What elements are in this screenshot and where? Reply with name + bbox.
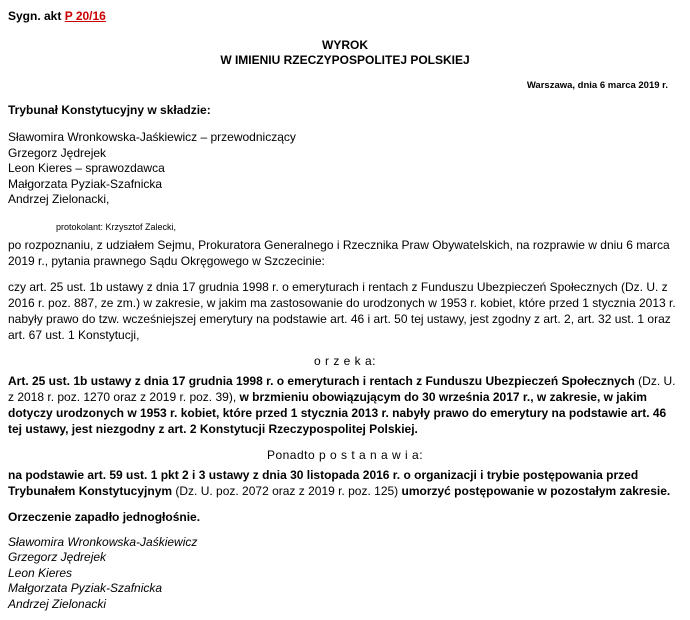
protokolant: protokolant: Krzysztof Zalecki, <box>56 221 177 232</box>
judge-item: Leon Kieres – sprawozdawca <box>8 161 165 175</box>
legal-question: czy art. 25 ust. 1b ustawy z dnia 17 grudnia 1998 r. o emeryturach i rentach z Funduszu Ubezpieczeń Społecznych (Dz. U. z 2016 r. poz. 887, ze zm.) w zakresie, w jakim ma zastosowanie do urodzonych w 1953 r. kobiet, które przed 1 stycznia 2013 r. nabyły prawo do tzw. wcześniejszej emerytury na podstawie art. 46 i art. 50 tej ustawy, jest zgodny z art. 2, art. 32 ust. 1 oraz art. 67 ust. 1 Konstytucji, <box>8 279 676 342</box>
postanawia-prefix: Ponadto <box>266 447 319 462</box>
decision-part-c: umorzyć postępowanie w pozostałym zakresie. <box>401 483 671 498</box>
postanawia-heading <box>8 447 682 463</box>
judge-item: Sławomira Wronkowska-Jaśkiewicz – przewodniczący <box>8 130 296 144</box>
ruling-part-b: (Dz. U. z 2018 r. poz. 1270 oraz z 2019 r. poz. 39), <box>8 373 676 404</box>
case-signature-link[interactable]: P 20/16 <box>64 9 106 23</box>
signer-item: Małgorzata Pyziak-Szafnicka <box>8 581 163 595</box>
document-title <box>8 38 682 68</box>
judge-item: Grzegorz Jędrejek <box>8 145 107 160</box>
decision-part-b: (Dz. U. poz. 2072 oraz z 2019 r. poz. 125) <box>172 483 402 498</box>
case-signature <box>8 8 682 26</box>
postanawia-word: p o s t a n a w i a: <box>318 447 424 462</box>
signer-item: Leon Kieres <box>8 565 73 580</box>
document-date: Warszawa, dnia 6 marca 2019 r. <box>526 80 668 91</box>
intro-paragraph: po rozpoznaniu, z udziałem Sejmu, Prokuratora Generalnego i Rzecznika Praw Obywatelskich, na rozprawie w dniu 6 marca 2019 r., pytania prawnego Sądu Okręgowego w Szczecinie: <box>8 237 670 268</box>
case-signature-label: Sygn. akt <box>8 9 62 23</box>
signer-item: Andrzej Zielonacki <box>8 596 107 611</box>
ruling-part-c: w brzmieniu obowiązującym do 30 września 2017 r., w zakresie, w jakim dotyczy urodzonych w 1953 r. kobiet, które przed 1 stycznia 2013 r. nabyły prawo do emerytury na podstawie art. 46 tej ustawy, jest niezgodny z art. 2 Konstytucji Rzeczypospolitej Polskiej. <box>8 389 667 436</box>
unanimous-statement: Orzeczenie zapadło jednogłośnie. <box>8 509 201 524</box>
signer-item: Grzegorz Jędrejek <box>8 550 107 564</box>
title-line-1: WYROK <box>322 38 368 52</box>
decision-part-a: na podstawie art. 59 ust. 1 pkt 2 i 3 ustawy z dnia 30 listopada 2016 r. o organizacji i trybie postępowania przed Trybunałem Konstytucyjnym <box>8 467 639 498</box>
judge-item: Andrzej Zielonacki, <box>8 192 110 206</box>
judges-list <box>8 130 682 208</box>
ruling-paragraph <box>8 373 682 437</box>
ruling-part-a: Art. 25 ust. 1b ustawy z dnia 17 grudnia 1998 r. o emeryturach i rentach z Funduszu Ubezpieczeń Społecznych <box>8 373 635 388</box>
decision-paragraph <box>8 467 682 499</box>
signers-list <box>8 535 682 613</box>
judge-item: Małgorzata Pyziak-Szafnicka <box>8 176 163 191</box>
orzeka-heading: o r z e k a: <box>313 353 377 368</box>
signer-item: Sławomira Wronkowska-Jaśkiewicz <box>8 534 198 549</box>
composition-title: Trybunał Konstytucyjny w składzie: <box>8 103 211 117</box>
title-line-2: W IMIENIU RZECZYPOSPOLITEJ POLSKIEJ <box>220 53 470 67</box>
